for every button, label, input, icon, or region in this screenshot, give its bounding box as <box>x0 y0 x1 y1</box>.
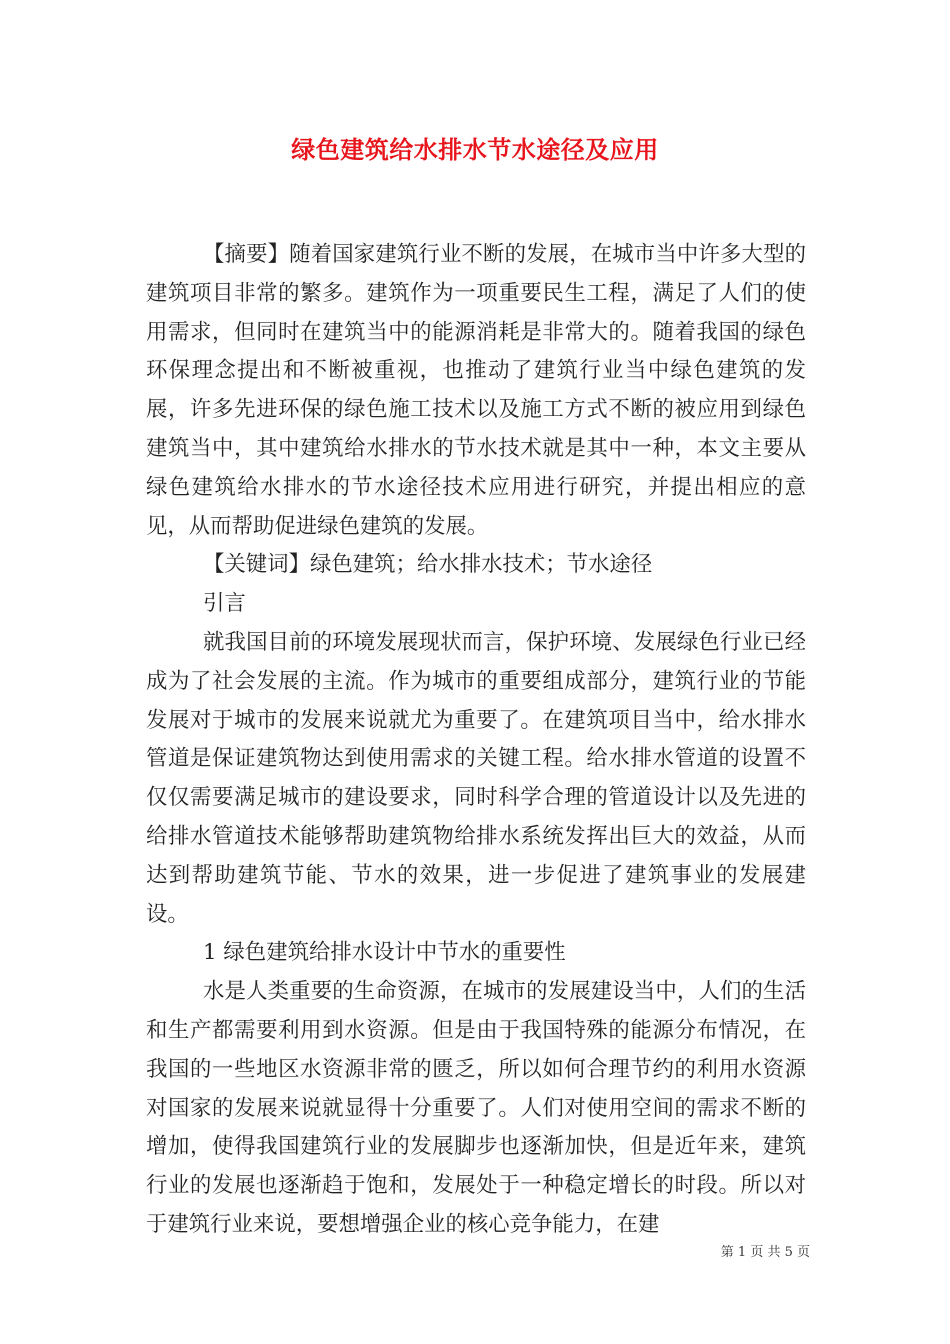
page-number-footer: 第 1 页 共 5 页 <box>720 1245 810 1260</box>
section-heading-introduction: 引言 <box>203 591 246 617</box>
section-1-paragraph: 水是人类重要的生命资源，在城市的发展建设当中，人们的生活和生产都需要利用到水资源。但是由于我国特殊的能源分布情况，在我国的一些地区水资源非常的匮乏，所以如何合理节约的利用水资源对国家的发展来说就显得十分重要了。人们对使用空间的需求不断的增加，使得我国建筑行业的发展脚步也逐渐加快，但是近年来，建筑行业的发展也逐渐趋于饱和，发展处于一种稳定增长的时段。所以对于建筑行业来说，要想增强企业的核心竞争能力，在建 <box>146 979 806 1237</box>
document-title: 绿色建筑给水排水节水途径及应用 <box>291 135 659 164</box>
document-body <box>146 236 806 1245</box>
section-heading-1: 1 绿色建筑给排水设计中节水的重要性 <box>203 940 566 966</box>
keywords-paragraph: 【关键词】绿色建筑；给水排水技术；节水途径 <box>203 552 653 578</box>
abstract-paragraph: 【摘要】随着国家建筑行业不断的发展，在城市当中许多大型的建筑项目非常的繁多。建筑作为一项重要民生工程，满足了人们的使用需求，但同时在建筑当中的能源消耗是非常大的。随着我国的绿色环保理念提出和不断被重视，也推动了建筑行业当中绿色建筑的发展，许多先进环保的绿色施工技术以及施工方式不断的被应用到绿色建筑当中，其中建筑给水排水的节水技术就是其中一种，本文主要从绿色建筑给水排水的节水途径技术应用进行研究，并提出相应的意见，从而帮助促进绿色建筑的发展。 <box>146 242 806 539</box>
introduction-paragraph: 就我国目前的环境发展现状而言，保护环境、发展绿色行业已经成为了社会发展的主流。作为城市的重要组成部分，建筑行业的节能发展对于城市的发展来说就尤为重要了。在建筑项目当中，给水排水管道是保证建筑物达到使用需求的关键工程。给水排水管道的设置不仅仅需要满足城市的建设要求，同时科学合理的管道设计以及先进的给排水管道技术能够帮助建筑物给排水系统发挥出巨大的效益，从而达到帮助建筑节能、节水的效果，进一步促进了建筑事业的发展建设。 <box>146 629 806 927</box>
